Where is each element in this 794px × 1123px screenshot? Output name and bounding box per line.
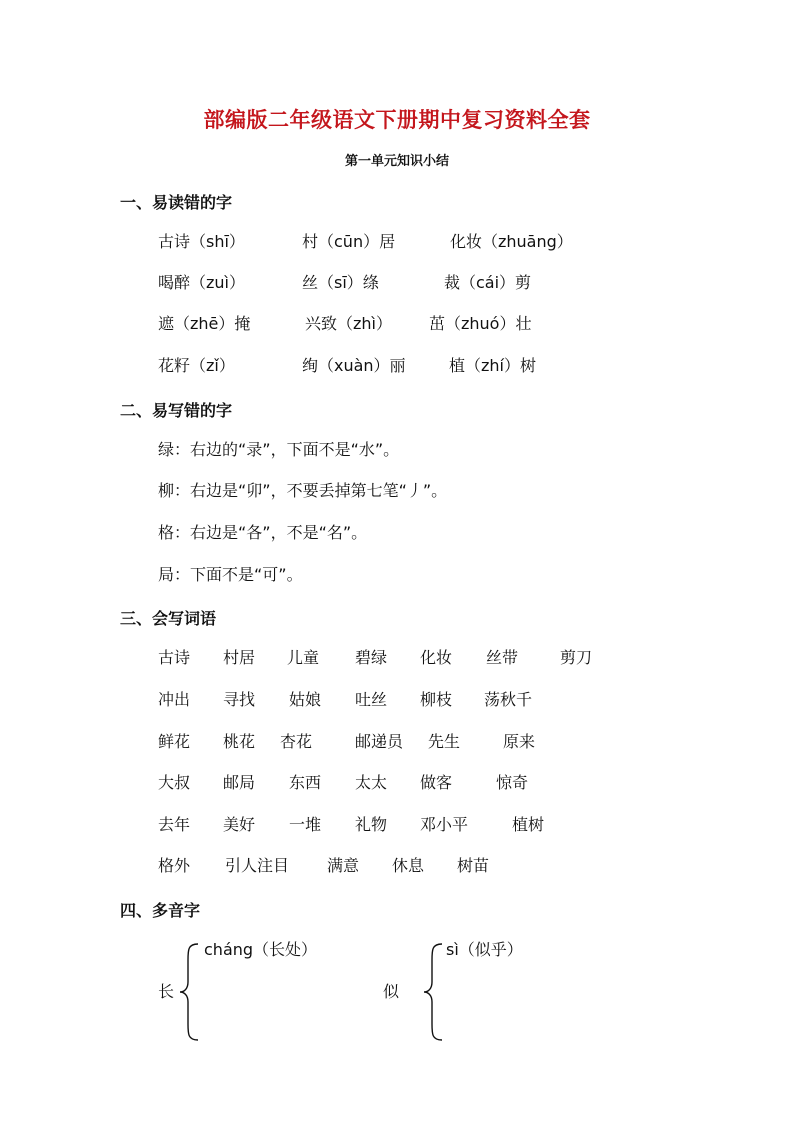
vocab-word: 去年: [158, 815, 191, 834]
polyphonic-reading: cháng（长处）: [204, 940, 318, 959]
heading-miswritten-chars: 二、易写错的字: [120, 401, 233, 420]
vocab-word: 剪刀: [560, 648, 593, 667]
miswritten-item: 局：下面不是“可”。: [158, 565, 303, 584]
misread-item: 花籽（zǐ）: [158, 356, 235, 375]
vocab-word: 礼物: [355, 815, 388, 834]
page-title: 部编版二年级语文下册期中复习资料全套: [203, 107, 591, 132]
heading-polyphonic-chars: 四、多音字: [120, 901, 201, 920]
vocab-word: 休息: [392, 856, 425, 875]
misread-item: 遮（zhē）掩: [158, 314, 251, 333]
vocab-word: 东西: [289, 773, 322, 792]
misread-item: 村（cūn）居: [302, 232, 396, 251]
vocab-word: 碧绿: [355, 648, 388, 667]
left-brace: [178, 942, 200, 1042]
vocab-word: 姑娘: [289, 690, 322, 709]
misread-item: 裁（cái）剪: [444, 273, 532, 292]
page-subtitle: 第一单元知识小结: [344, 154, 449, 169]
heading-vocabulary: 三、会写词语: [120, 609, 217, 628]
vocab-word: 树苗: [457, 856, 490, 875]
heading-misread-chars: 一、易读错的字: [120, 193, 233, 212]
miswritten-item: 绿：右边的“录”，下面不是“水”。: [158, 440, 400, 459]
vocab-word: 村居: [223, 648, 256, 667]
vocab-word: 大叔: [158, 773, 191, 792]
misread-item: 茁（zhuó）壮: [429, 314, 532, 333]
vocab-word: 冲出: [158, 690, 191, 709]
vocab-word: 吐丝: [355, 690, 388, 709]
misread-item: 喝醉（zuì）: [158, 273, 245, 292]
vocab-word: 满意: [327, 856, 360, 875]
vocab-word: 惊奇: [496, 773, 529, 792]
vocab-word: 做客: [420, 773, 453, 792]
misread-item: 绚（xuàn）丽: [302, 356, 406, 375]
vocab-word: 桃花: [223, 732, 256, 751]
miswritten-item: 柳：右边是“卯”，不要丢掉第七笔“丿”。: [158, 481, 448, 500]
vocab-word: 植树: [512, 815, 545, 834]
vocab-word: 邮局: [223, 773, 256, 792]
polyphonic-reading: sì（似乎）: [446, 940, 523, 959]
vocab-word: 太太: [355, 773, 388, 792]
vocab-word: 美好: [223, 815, 256, 834]
miswritten-item: 格：右边是“各”，不是“名”。: [158, 523, 368, 542]
right-group-brace: [422, 942, 444, 1042]
misread-item: 兴致（zhì）: [305, 314, 392, 333]
vocab-word: 原来: [503, 732, 536, 751]
misread-item: 植（zhí）树: [449, 356, 536, 375]
misread-item: 化妆（zhuāng）: [450, 232, 573, 251]
vocab-word: 邓小平: [420, 815, 469, 834]
vocab-word: 古诗: [158, 648, 191, 667]
polyphonic-char: 似: [383, 982, 400, 1001]
vocab-word: 荡秋千: [484, 690, 533, 709]
vocab-word: 引人注目: [225, 856, 290, 875]
misread-item: 丝（sī）绦: [302, 273, 379, 292]
misread-item: 古诗（shī）: [158, 232, 245, 251]
vocab-word: 格外: [158, 856, 191, 875]
vocab-word: 邮递员: [355, 732, 404, 751]
vocab-word: 杏花: [280, 732, 313, 751]
polyphonic-char: 长: [158, 982, 175, 1001]
vocab-word: 寻找: [223, 690, 256, 709]
vocab-word: 儿童: [287, 648, 320, 667]
vocab-word: 化妆: [420, 648, 453, 667]
vocab-word: 丝带: [486, 648, 519, 667]
vocab-word: 一堆: [289, 815, 322, 834]
vocab-word: 柳枝: [420, 690, 453, 709]
vocab-word: 鲜花: [158, 732, 191, 751]
vocab-word: 先生: [428, 732, 461, 751]
